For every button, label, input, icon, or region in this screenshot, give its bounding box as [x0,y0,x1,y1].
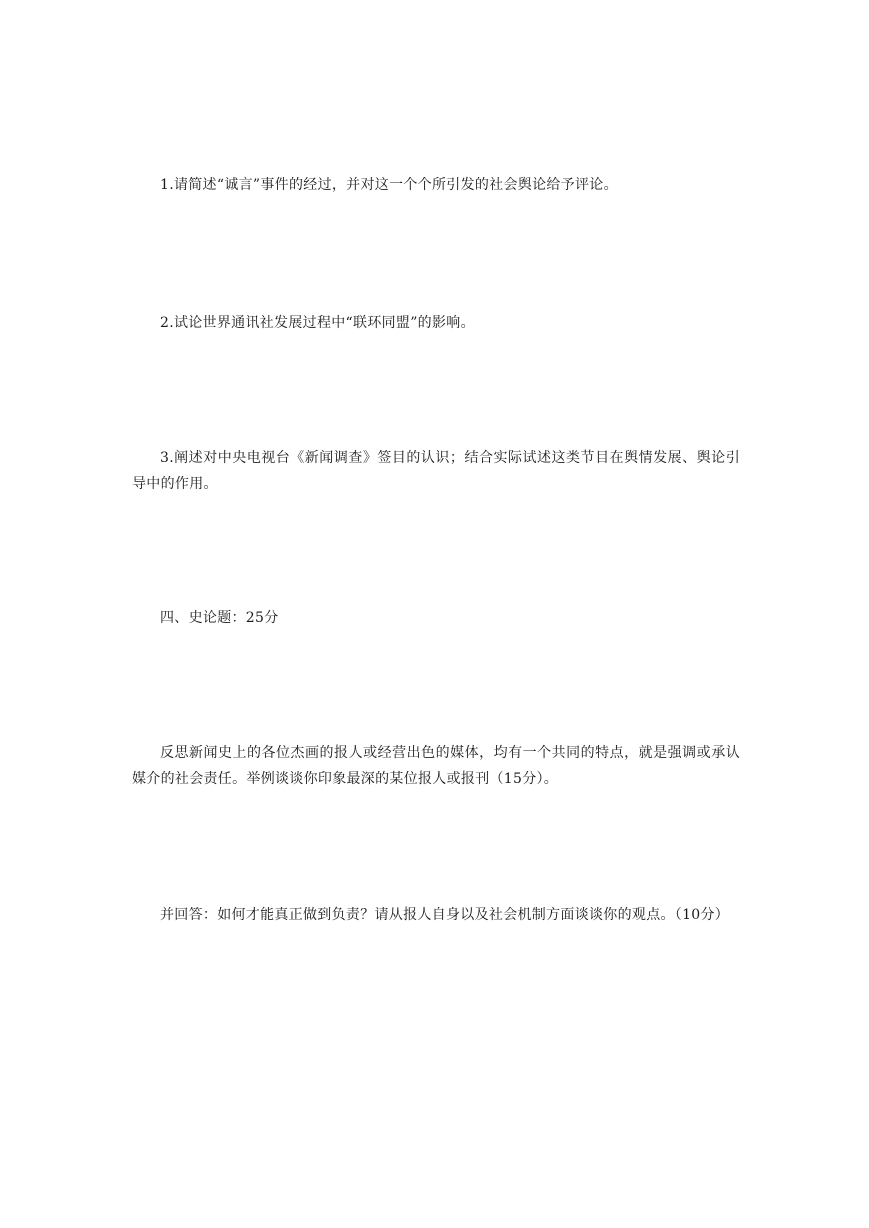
section-heading: 四、史论题：25分 [160,610,279,626]
essay-followup-paragraph: 并回答：如何才能真正做到负责？请从报人自身以及社会机制方面谈谈你的观点。（10分） [160,907,730,923]
essay-prompt-paragraph: 反思新闻史上的各位杰画的报人或经营出色的媒体，均有一个共同的特点，就是强调或承认媒介的社会责任。举例谈谈你印象最深的某位报人或报刊（15分）。 [132,745,740,787]
question-2: 2.试论世界通讯社发展过程中“联环同盟”的影响。 [160,315,475,331]
question-1: 1.请简述“诚言”事件的经过，并对这一个个所引发的社会舆论给予评论。 [160,177,618,193]
question-3: 3.阐述对中央电视台《新闻调查》签目的认识；结合实际试述这类节目在舆情发展、舆论引导中的作用。 [132,450,740,492]
